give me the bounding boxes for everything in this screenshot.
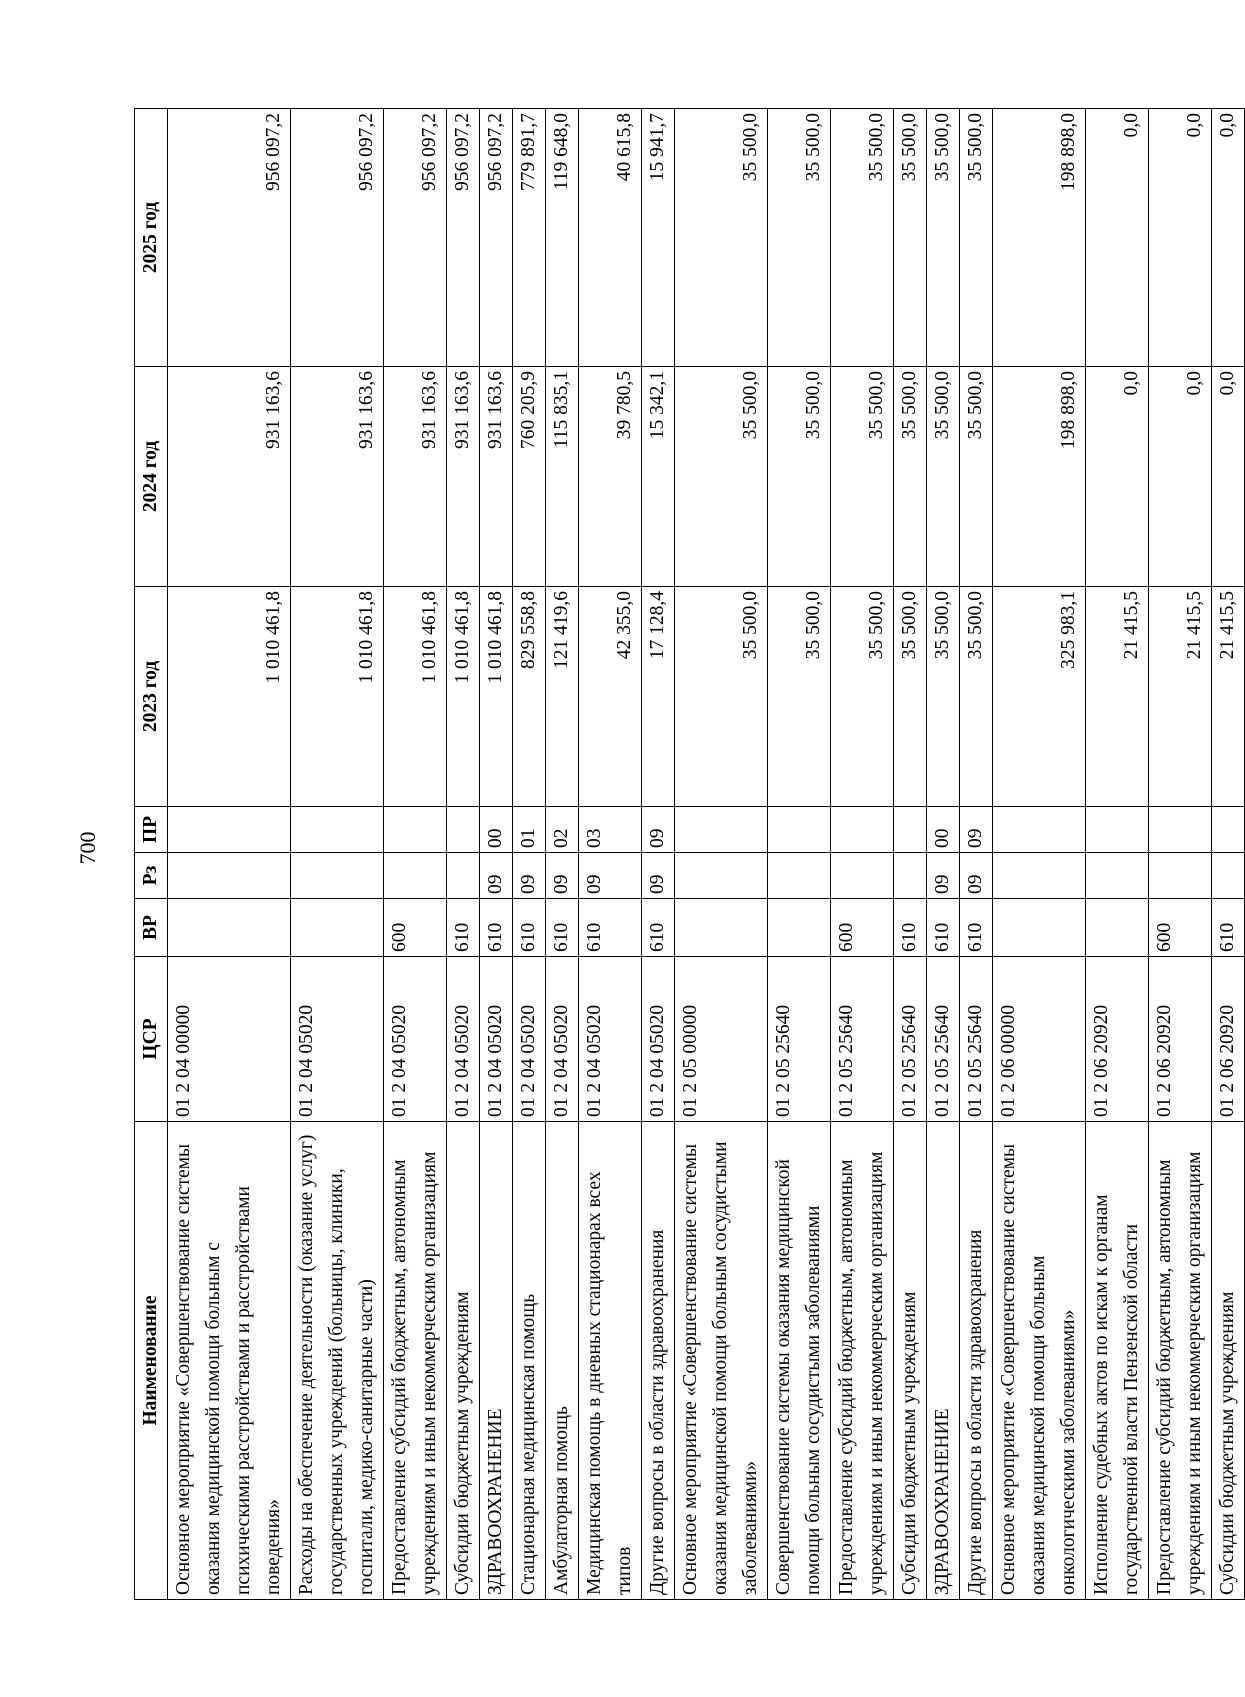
cell-2024: 35 500,0 — [927, 367, 960, 587]
cell-vr: 600 — [831, 899, 894, 957]
table-row — [579, 109, 642, 1600]
cell-vr: 610 — [1212, 899, 1245, 957]
cell-rz: 09 — [579, 853, 642, 899]
cell-csr: 01 2 06 20920 — [1149, 957, 1212, 1122]
cell-2024: 931 163,6 — [447, 367, 480, 587]
cell-2024: 35 500,0 — [960, 367, 993, 587]
cell-rz — [447, 853, 480, 899]
table-row — [513, 109, 546, 1600]
cell-csr: 01 2 05 25640 — [894, 957, 927, 1122]
cell-2023: 829 558,8 — [513, 587, 546, 807]
cell-pr — [1212, 807, 1245, 853]
cell-2025: 0,0 — [1212, 109, 1245, 367]
col-header-pr: ПР — [135, 807, 168, 853]
cell-2023: 35 500,0 — [894, 587, 927, 807]
cell-2024: 931 163,6 — [168, 367, 291, 587]
cell-name: Основное мероприятие «Совершенствование системы оказания медицинской помощи больным сосудистыми заболеваниями» — [675, 1122, 768, 1600]
col-header-2024: 2024 год — [135, 367, 168, 587]
cell-csr: 01 2 04 05020 — [447, 957, 480, 1122]
cell-2023: 121 419,6 — [546, 587, 579, 807]
cell-2023: 1 010 461,8 — [447, 587, 480, 807]
cell-rz — [1149, 853, 1212, 899]
cell-2023: 21 415,5 — [1212, 587, 1245, 807]
cell-csr: 01 2 04 05020 — [579, 957, 642, 1122]
cell-csr: 01 2 05 00000 — [675, 957, 768, 1122]
cell-pr: 02 — [546, 807, 579, 853]
cell-csr: 01 2 06 20920 — [1212, 957, 1245, 1122]
cell-name: Расходы на обеспечение деятельности (оказание услуг) государственных учреждений (больницы, клиники, госпитали, медико-санитарные части) — [291, 1122, 384, 1600]
cell-name: ЗДРАВООХРАНЕНИЕ — [927, 1122, 960, 1600]
cell-rz: 09 — [480, 853, 513, 899]
cell-vr: 610 — [894, 899, 927, 957]
cell-csr: 01 2 06 20920 — [1086, 957, 1149, 1122]
cell-rz — [675, 853, 768, 899]
cell-2024: 198 898,0 — [993, 367, 1086, 587]
col-header-name: Наименование — [135, 1122, 168, 1600]
cell-2024: 35 500,0 — [831, 367, 894, 587]
cell-pr: 03 — [579, 807, 642, 853]
cell-vr — [768, 899, 831, 957]
cell-2025: 35 500,0 — [831, 109, 894, 367]
page-number: 700 — [75, 831, 100, 865]
cell-csr: 01 2 04 05020 — [291, 957, 384, 1122]
cell-pr — [768, 807, 831, 853]
cell-2025: 198 898,0 — [993, 109, 1086, 367]
table-row — [447, 109, 480, 1600]
cell-csr: 01 2 04 05020 — [546, 957, 579, 1122]
cell-2024: 35 500,0 — [894, 367, 927, 587]
table-header-row — [135, 109, 168, 1600]
cell-name: Медицинская помощь в дневных стационарах всех типов — [579, 1122, 642, 1600]
cell-pr — [993, 807, 1086, 853]
cell-2023: 35 500,0 — [675, 587, 768, 807]
cell-vr: 610 — [546, 899, 579, 957]
cell-pr — [447, 807, 480, 853]
cell-name: Предоставление субсидий бюджетным, автономным учреждениям и иным некоммерческим организациям — [1149, 1122, 1212, 1600]
cell-2025: 956 097,2 — [384, 109, 447, 367]
cell-2023: 17 128,4 — [642, 587, 675, 807]
cell-rz — [168, 853, 291, 899]
cell-2023: 35 500,0 — [831, 587, 894, 807]
cell-csr: 01 2 05 25640 — [927, 957, 960, 1122]
cell-2025: 956 097,2 — [480, 109, 513, 367]
cell-name: Совершенствование системы оказания медицинской помощи больным сосудистыми заболеваниями — [768, 1122, 831, 1600]
cell-csr: 01 2 04 05020 — [384, 957, 447, 1122]
cell-pr — [384, 807, 447, 853]
table-row — [831, 109, 894, 1600]
table-row — [384, 109, 447, 1600]
table-row — [960, 109, 993, 1600]
cell-2024: 39 780,5 — [579, 367, 642, 587]
cell-2023: 42 355,0 — [579, 587, 642, 807]
cell-2025: 35 500,0 — [960, 109, 993, 367]
cell-2025: 956 097,2 — [447, 109, 480, 367]
cell-csr: 01 2 04 05020 — [513, 957, 546, 1122]
cell-csr: 01 2 04 05020 — [480, 957, 513, 1122]
cell-2023: 35 500,0 — [768, 587, 831, 807]
table-row — [1149, 109, 1212, 1600]
cell-vr — [675, 899, 768, 957]
cell-rz — [1212, 853, 1245, 899]
cell-2025: 15 941,7 — [642, 109, 675, 367]
cell-rz — [831, 853, 894, 899]
cell-2025: 0,0 — [1086, 109, 1149, 367]
cell-2024: 115 835,1 — [546, 367, 579, 587]
cell-2025: 35 500,0 — [894, 109, 927, 367]
cell-rz: 09 — [513, 853, 546, 899]
cell-2024: 931 163,6 — [384, 367, 447, 587]
cell-pr — [291, 807, 384, 853]
cell-2025: 956 097,2 — [291, 109, 384, 367]
cell-pr: 09 — [960, 807, 993, 853]
cell-vr: 610 — [447, 899, 480, 957]
cell-vr — [1086, 899, 1149, 957]
cell-pr: 01 — [513, 807, 546, 853]
cell-rz: 09 — [546, 853, 579, 899]
cell-name: Стационарная медицинская помощь — [513, 1122, 546, 1600]
table-row — [993, 109, 1086, 1600]
cell-csr: 01 2 04 00000 — [168, 957, 291, 1122]
cell-vr: 610 — [579, 899, 642, 957]
cell-2025: 35 500,0 — [768, 109, 831, 367]
cell-rz — [291, 853, 384, 899]
cell-vr: 600 — [1149, 899, 1212, 957]
cell-name: Субсидии бюджетным учреждениям — [1212, 1122, 1245, 1600]
col-header-vr: ВР — [135, 899, 168, 957]
table-row — [894, 109, 927, 1600]
budget-table-rotated — [134, 109, 1238, 1600]
cell-pr: 00 — [927, 807, 960, 853]
cell-2023: 1 010 461,8 — [480, 587, 513, 807]
cell-2023: 35 500,0 — [927, 587, 960, 807]
cell-pr — [168, 807, 291, 853]
cell-pr: 09 — [642, 807, 675, 853]
cell-2024: 931 163,6 — [480, 367, 513, 587]
cell-rz — [1086, 853, 1149, 899]
cell-2024: 0,0 — [1149, 367, 1212, 587]
cell-2024: 760 205,9 — [513, 367, 546, 587]
cell-2023: 21 415,5 — [1086, 587, 1149, 807]
cell-name: Амбулаторная помощь — [546, 1122, 579, 1600]
table-row — [927, 109, 960, 1600]
cell-rz — [894, 853, 927, 899]
cell-csr: 01 2 05 25640 — [831, 957, 894, 1122]
cell-2024: 35 500,0 — [675, 367, 768, 587]
cell-pr — [1149, 807, 1212, 853]
cell-pr: 00 — [480, 807, 513, 853]
table-row — [1212, 109, 1245, 1600]
cell-2024: 15 342,1 — [642, 367, 675, 587]
cell-2023: 1 010 461,8 — [384, 587, 447, 807]
table-row — [768, 109, 831, 1600]
cell-vr — [291, 899, 384, 957]
cell-name: Субсидии бюджетным учреждениям — [894, 1122, 927, 1600]
table-row — [480, 109, 513, 1600]
cell-2025: 35 500,0 — [675, 109, 768, 367]
cell-2024: 0,0 — [1086, 367, 1149, 587]
cell-vr: 610 — [927, 899, 960, 957]
cell-vr — [993, 899, 1086, 957]
cell-csr: 01 2 04 05020 — [642, 957, 675, 1122]
budget-table — [134, 108, 1245, 1600]
col-header-2025: 2025 год — [135, 109, 168, 367]
cell-vr — [168, 899, 291, 957]
table-row — [1086, 109, 1149, 1600]
table-row — [642, 109, 675, 1600]
cell-pr — [894, 807, 927, 853]
col-header-rz: Рз — [135, 853, 168, 899]
cell-2023: 1 010 461,8 — [168, 587, 291, 807]
table-row — [291, 109, 384, 1600]
cell-2025: 119 648,0 — [546, 109, 579, 367]
cell-csr: 01 2 06 00000 — [993, 957, 1086, 1122]
cell-vr: 610 — [642, 899, 675, 957]
table-row — [675, 109, 768, 1600]
cell-pr — [675, 807, 768, 853]
cell-2024: 35 500,0 — [768, 367, 831, 587]
table-row — [168, 109, 291, 1600]
table-row — [546, 109, 579, 1600]
cell-2024: 931 163,6 — [291, 367, 384, 587]
cell-name: Основное мероприятие «Совершенствование системы оказания медицинской помощи больным с психическими расстройствами и расстройствами поведения» — [168, 1122, 291, 1600]
cell-2025: 956 097,2 — [168, 109, 291, 367]
cell-csr: 01 2 05 25640 — [960, 957, 993, 1122]
cell-name: Основное мероприятие «Совершенствование системы оказания медицинской помощи больным онкологическими заболеваниями» — [993, 1122, 1086, 1600]
cell-vr: 610 — [960, 899, 993, 957]
cell-rz: 09 — [960, 853, 993, 899]
cell-2023: 325 983,1 — [993, 587, 1086, 807]
cell-name: Исполнение судебных актов по искам к органам государственной власти Пензенской области — [1086, 1122, 1149, 1600]
cell-pr — [1086, 807, 1149, 853]
cell-rz — [384, 853, 447, 899]
cell-2023: 35 500,0 — [960, 587, 993, 807]
cell-name: Предоставление субсидий бюджетным, автономным учреждениям и иным некоммерческим организациям — [384, 1122, 447, 1600]
cell-vr: 610 — [480, 899, 513, 957]
cell-2025: 779 891,7 — [513, 109, 546, 367]
cell-2025: 40 615,8 — [579, 109, 642, 367]
cell-name: Предоставление субсидий бюджетным, автономным учреждениям и иным некоммерческим организациям — [831, 1122, 894, 1600]
cell-2023: 21 415,5 — [1149, 587, 1212, 807]
cell-2025: 35 500,0 — [927, 109, 960, 367]
cell-name: Другие вопросы в области здравоохранения — [642, 1122, 675, 1600]
cell-rz: 09 — [642, 853, 675, 899]
cell-2025: 0,0 — [1149, 109, 1212, 367]
cell-rz — [768, 853, 831, 899]
cell-pr — [831, 807, 894, 853]
cell-rz — [993, 853, 1086, 899]
cell-2023: 1 010 461,8 — [291, 587, 384, 807]
col-header-csr: ЦСР — [135, 957, 168, 1122]
cell-2024: 0,0 — [1212, 367, 1245, 587]
cell-name: ЗДРАВООХРАНЕНИЕ — [480, 1122, 513, 1600]
cell-vr: 610 — [513, 899, 546, 957]
cell-rz: 09 — [927, 853, 960, 899]
table-body — [168, 109, 1245, 1600]
cell-vr: 600 — [384, 899, 447, 957]
cell-csr: 01 2 05 25640 — [768, 957, 831, 1122]
cell-name: Другие вопросы в области здравоохранения — [960, 1122, 993, 1600]
cell-name: Субсидии бюджетным учреждениям — [447, 1122, 480, 1600]
col-header-2023: 2023 год — [135, 587, 168, 807]
